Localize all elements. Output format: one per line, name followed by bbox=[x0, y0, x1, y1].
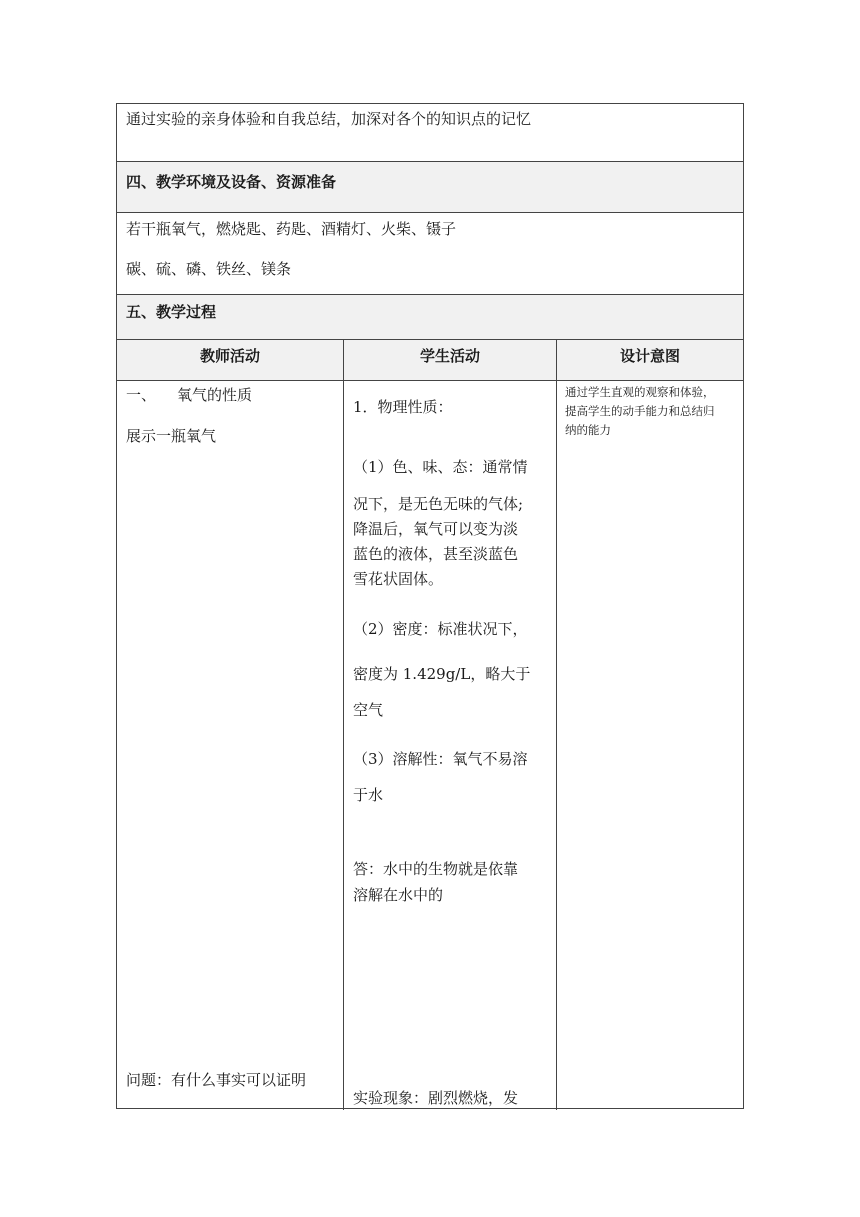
student-line-13: 溶解在水中的 bbox=[353, 886, 444, 904]
teacher-item-1-title: 氧气的性质 bbox=[177, 386, 253, 404]
header-student-activity: 学生活动 bbox=[419, 347, 480, 365]
header-design-intent: 设计意图 bbox=[619, 347, 680, 365]
student-line-6: 雪花状固体。 bbox=[353, 570, 444, 588]
student-line-9: 空气 bbox=[353, 701, 384, 719]
student-line-4: 降温后，氧气可以变为淡 bbox=[353, 520, 519, 538]
column-divider-1 bbox=[343, 340, 344, 1110]
objective-row bbox=[117, 104, 743, 162]
materials-line-2: 碳、硫、磷、铁丝、镁条 bbox=[126, 260, 292, 278]
student-line-12: 答：水中的生物就是依靠 bbox=[353, 860, 519, 878]
lesson-plan-table bbox=[116, 103, 744, 1109]
student-line-10: （3）溶解性：氧气不易溶 bbox=[353, 750, 528, 768]
teacher-question: 问题：有什么事实可以证明 bbox=[126, 1071, 307, 1089]
design-line-2: 提高学生的动手能力和总结归 bbox=[565, 404, 715, 418]
section-4-content-row bbox=[117, 213, 743, 295]
column-divider-2 bbox=[556, 340, 557, 1110]
teacher-item-1-number: 一、 bbox=[126, 386, 157, 404]
section-5-title: 五、教学过程 bbox=[126, 303, 217, 321]
column-header-row bbox=[117, 340, 743, 381]
student-line-8: 密度为 1.429g/L，略大于 bbox=[353, 665, 531, 683]
student-line-14: 实验现象：剧烈燃烧，发 bbox=[353, 1089, 519, 1107]
design-line-1: 通过学生直观的观察和体验， bbox=[565, 385, 715, 399]
equipment-line-1: 若干瓶氧气，燃烧匙、药匙、酒精灯、火柴、镊子 bbox=[126, 220, 457, 238]
design-line-3: 纳的能力 bbox=[565, 423, 611, 437]
student-line-11: 于水 bbox=[353, 786, 384, 804]
student-line-5: 蓝色的液体，甚至淡蓝色 bbox=[353, 545, 519, 563]
section-4-header-row bbox=[117, 162, 743, 213]
teacher-item-2: 展示一瓶氧气 bbox=[126, 427, 217, 445]
student-line-3: 况下，是无色无味的气体; bbox=[353, 495, 524, 513]
section-5-header-row bbox=[117, 295, 743, 340]
objective-text: 通过实验的亲身体验和自我总结，加深对各个的知识点的记忆 bbox=[126, 110, 532, 128]
section-4-title: 四、教学环境及设备、资源准备 bbox=[126, 173, 337, 191]
header-teacher-activity: 教师活动 bbox=[199, 347, 260, 365]
student-line-2: （1）色、味、态：通常情 bbox=[353, 458, 528, 476]
student-line-1: 1．物理性质： bbox=[353, 398, 453, 416]
student-line-7: （2）密度：标准状况下， bbox=[353, 620, 528, 638]
